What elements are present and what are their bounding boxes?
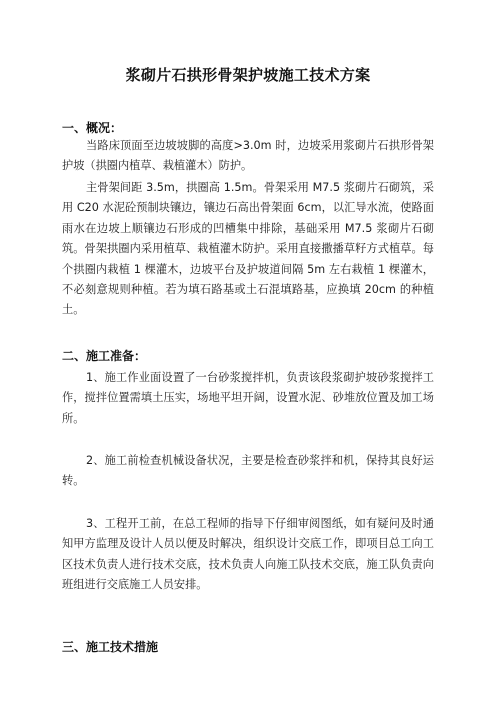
paragraph-preparation-1: 1、施工作业面设置了一台砂浆搅拌机，负责该段浆砌护坡砂浆搅拌工作，搅拌位置需填土压实，场地平坦开阔，设置水泥、砂堆放位置及加工场所。 [62,371,434,425]
section-heading-overview: 一、概况： [62,121,123,135]
paragraph-overview-2: 主骨架间距 3.5m，拱圈高 1.5m。骨架采用 M7.5 浆砌片石砌筑，采用 C20 水泥砼预制块镶边，镶边石高出骨架面 6cm，以汇导水流，使路面雨水在边坡上顺镶边石形成的凹槽集中排除，基础采用 M7.5 浆砌片石砌筑。骨架拱圈内采用植草、栽植灌木防护。采用直接撒播草籽方式植草。每个拱圈内栽植 1 棵灌木，边坡平台及护坡道间隔 5m 左右栽植 1 棵灌木，不必刻意规则种植。若为填石路基或土石混填路基，应换填 20cm 的种植土。 [62,181,434,317]
document-title: 浆砌片石拱形骨架护坡施工技术方案 [125,66,371,84]
paragraph-preparation-3: 3、工程开工前，在总工程师的指导下仔细审阅图纸，如有疑问及时通知甲方监理及设计人员以便及时解决，组织设计交底工作，即项目总工向工区技术负责人进行技术交底，技术负责人向施工队技术交底，施工队负责向班组进行交底施工人员安排。 [62,517,434,592]
paragraph-overview-1: 当路床顶面至边坡坡脚的高度>3.0m 时，边坡采用浆砌片石拱形骨架护坡（拱圈内植草、栽植灌木）防护。 [62,139,434,173]
paragraph-preparation-2: 2、施工前检查机械设备状况，主要是检查砂浆拌和机，保持其良好运转。 [62,454,434,488]
section-heading-techniques: 三、施工技术措施 [62,640,159,654]
section-heading-preparation: 二、施工准备： [62,349,147,363]
